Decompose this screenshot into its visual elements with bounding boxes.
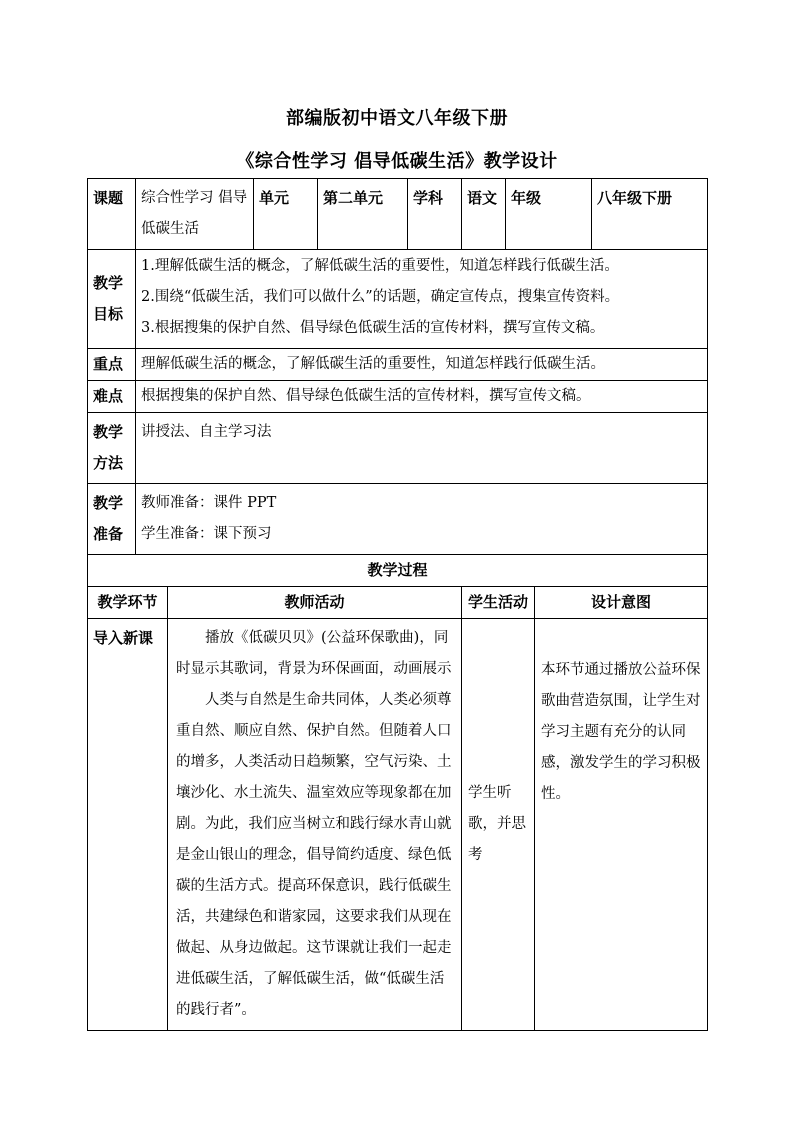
goals-content [136, 250, 708, 349]
key-point-text: 理解低碳生活的概念，了解低碳生活的重要性，知道怎样践行低碳生活。 [136, 349, 708, 381]
difficulty-text: 根据搜集的保护自然、倡导绿色低碳生活的宣传材料，撰写宣传文稿。 [136, 381, 708, 413]
prep-student: 学生准备：课下预习 [141, 526, 272, 542]
goals-row [88, 250, 708, 349]
prep-label: 教学准备 [88, 484, 136, 555]
goals-label: 教学目标 [88, 250, 136, 349]
goal-item: 2.围绕“低碳生活，我们可以做什么”的话题，确定宣传点，搜集宣传资料。 [141, 289, 620, 305]
document-title: 部编版初中语文八年级下册 [286, 108, 508, 129]
student-activity-cell: 学生听歌，并思考 [462, 619, 535, 1031]
process-row [88, 619, 708, 1031]
course-value: 综合性学习 倡导低碳生活 [136, 179, 254, 250]
unit-label: 单元 [254, 179, 318, 250]
col-stage-header: 教学环节 [88, 587, 168, 619]
course-label: 课题 [88, 179, 136, 250]
teacher-activity-para: 播放《低碳贝贝》(公益环保歌曲)，同时显示其歌词，背景为环保画面，动画展示 [176, 630, 452, 677]
unit-value: 第二单元 [318, 179, 408, 250]
subject-value: 语文 [462, 179, 506, 250]
subject-label: 学科 [408, 179, 462, 250]
method-row [88, 413, 708, 484]
lesson-plan-table [87, 178, 708, 1031]
document-subtitle: 《综合性学习 倡导低碳生活》教学设计 [236, 151, 558, 172]
prep-content [136, 484, 708, 555]
col-student-header: 学生活动 [462, 587, 535, 619]
process-heading-row [88, 555, 708, 587]
method-label: 教学方法 [88, 413, 136, 484]
teacher-activity-cell [168, 619, 462, 1031]
method-text: 讲授法、自主学习法 [136, 413, 708, 484]
design-intent-cell: 本环节通过播放公益环保歌曲营造氛围，让学生对学习主题有充分的认同感，激发学生的学习积极性。 [535, 619, 708, 1031]
key-point-label: 重点 [88, 349, 136, 381]
difficulty-label: 难点 [88, 381, 136, 413]
col-intent-header: 设计意图 [535, 587, 708, 619]
grade-label: 年级 [506, 179, 592, 250]
process-header-row [88, 587, 708, 619]
prep-teacher: 教师准备：课件 PPT [141, 495, 277, 511]
goal-item: 3.根据搜集的保护自然、倡导绿色低碳生活的宣传材料，撰写宣传文稿。 [141, 320, 605, 336]
col-teacher-header: 教师活动 [168, 587, 462, 619]
teacher-activity-para: 人类与自然是生命共同体，人类必须尊重自然、顺应自然、保护自然。但随着人口的增多，人类活动日趋频繁，空气污染、土壤沙化、水土流失、温室效应等现象都在加剧。为此，我们应当树立和践行绿水青山就是金山银山的理念，倡导简约适度、绿色低碳的生活方式。提高环保意识，践行低碳生活，共建绿色和谐家园，这要求我们从现在做起、从身边做起。这节课就让我们一起走进低碳生活，了解低碳生活，做“低碳生活的践行者”。 [176, 692, 452, 1018]
difficulty-row [88, 381, 708, 413]
stage-cell: 导入新课 [88, 619, 168, 1031]
goal-item: 1.理解低碳生活的概念，了解低碳生活的重要性，知道怎样践行低碳生活。 [141, 258, 619, 274]
key-point-row [88, 349, 708, 381]
prep-row [88, 484, 708, 555]
course-info-row [88, 179, 708, 250]
grade-value: 八年级下册 [592, 179, 708, 250]
process-heading: 教学过程 [88, 555, 708, 587]
